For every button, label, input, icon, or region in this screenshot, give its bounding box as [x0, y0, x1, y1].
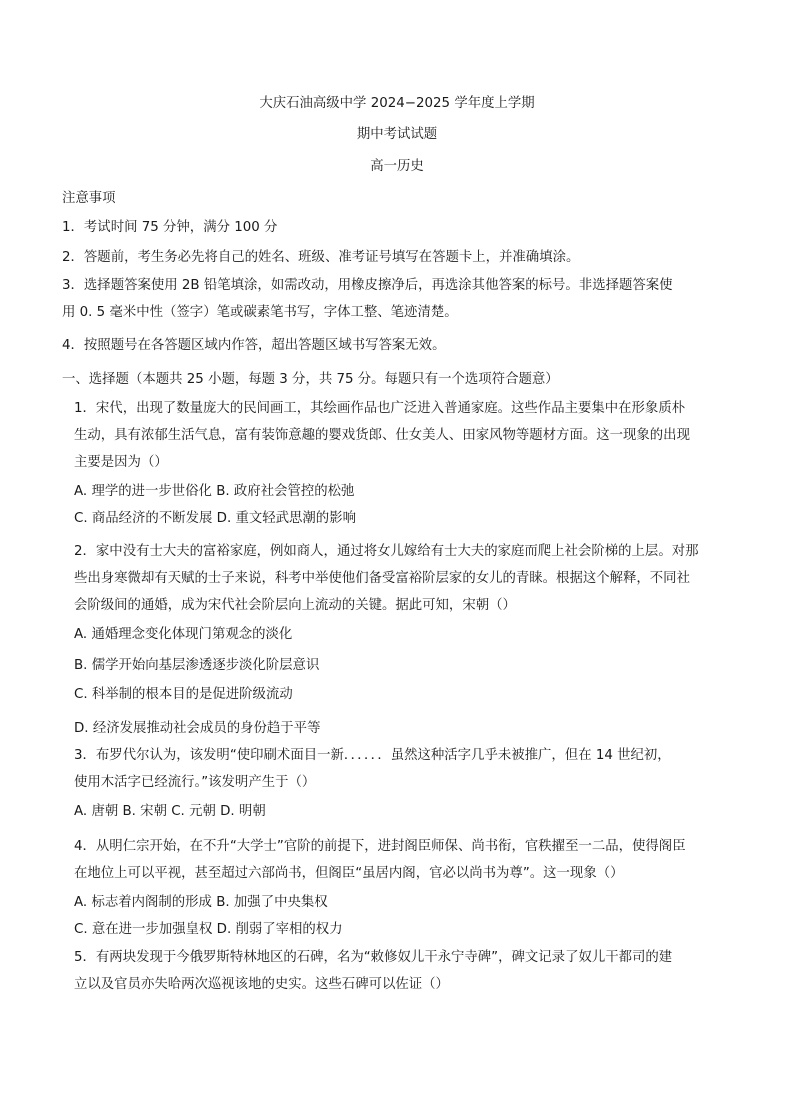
answer-option: A. 理学的进一步世俗化 B. 政府社会管控的松弛	[74, 484, 355, 499]
question-text: 在地位上可以平视，甚至超过六部尚书，但阁臣“虽居内阁，官必以尚书为尊”。这一现象（）	[74, 866, 624, 881]
note-item: 2．答题前，考生务必先将自己的姓名、班级、准考证号填写在答题卡上，并准确填涂。	[62, 250, 580, 265]
question-text: 生动，具有浓郁生活气息，富有装饰意趣的婴戏货郎、仕女美人、田家风物等题材方面。这一现象的出现	[74, 428, 690, 443]
notes-heading: 注意事项	[62, 191, 116, 206]
question-text: 立以及官员亦失哈两次巡视该地的史实。这些石碑可以佐证（）	[74, 977, 449, 992]
question-text: 5．有两块发现于今俄罗斯特林地区的石碑，名为“敕修奴儿干永宁寺碑”，碑文记录了奴儿干都司的建	[74, 950, 673, 965]
exam-title: 大庆石油高级中学 2024−2025 学年度上学期	[259, 96, 535, 111]
answer-option: D. 经济发展推动社会成员的身份趋于平等	[74, 721, 321, 736]
subject-title: 高一历史	[370, 159, 424, 174]
answer-option: A. 唐朝 B. 宋朝 C. 元朝 D. 明朝	[74, 804, 266, 819]
answer-option: C. 科举制的根本目的是促进阶级流动	[74, 687, 293, 702]
question-text: 主要是因为（）	[74, 455, 168, 470]
note-item: 用 0. 5 毫米中性（签字）笔或碳素笔书写，字体工整、笔迹清楚。	[62, 305, 458, 320]
answer-option: C. 意在进一步加强皇权 D. 削弱了宰相的权力	[74, 922, 343, 937]
question-text: 1．宋代，出现了数量庞大的民间画工，其绘画作品也广泛进入普通家庭。这些作品主要集中在形象质朴	[74, 401, 686, 416]
answer-option: B. 儒学开始向基层渗透逐步淡化阶层意识	[74, 658, 320, 673]
note-item: 4．按照题号在各答题区域内作答，超出答题区域书写答案无效。	[62, 338, 446, 353]
exam-subtitle: 期中考试试题	[356, 127, 438, 142]
answer-option: A. 通婚理念变化体现门第观念的淡化	[74, 627, 293, 642]
question-text: 2．家中没有士大夫的富裕家庭，例如商人，通过将女儿嫁给有士大夫的家庭而爬上社会阶梯的上层。对那	[74, 544, 699, 559]
note-item: 3．选择题答案使用 2B 铅笔填涂，如需改动，用橡皮擦净后，再选涂其他答案的标号。非选择题答案使	[62, 278, 673, 293]
note-item: 1．考试时间 75 分钟，满分 100 分	[62, 220, 278, 235]
section-heading: 一、选择题（本题共 25 小题，每题 3 分，共 75 分。每题只有一个选项符合题意）	[62, 372, 559, 387]
answer-option: C. 商品经济的不断发展 D. 重文轻武思潮的影响	[74, 511, 356, 526]
answer-option: A. 标志着内阁制的形成 B. 加强了中央集权	[74, 895, 328, 910]
question-text: 些出身寒微却有天赋的士子来说，科考中举使他们备受富裕阶层家的女儿的青睐。根据这个解释，不同社	[74, 571, 690, 586]
question-text: 4．从明仁宗开始，在不升“大学士”官阶的前提下，进封阁臣师保、尚书衔，官秩擢至一二品，使得阁臣	[74, 839, 686, 854]
question-text: 会阶级间的通婚，成为宋代社会阶层向上流动的关键。据此可知，宋朝（）	[74, 598, 516, 613]
question-text: 使用木活字已经流行。”该发明产生于（）	[74, 775, 316, 790]
question-text: 3．布罗代尔认为，该发明“使印刷术面目一新．．．．．．虽然这种活字几乎未被推广，但在 14 世纪初，	[74, 748, 671, 763]
